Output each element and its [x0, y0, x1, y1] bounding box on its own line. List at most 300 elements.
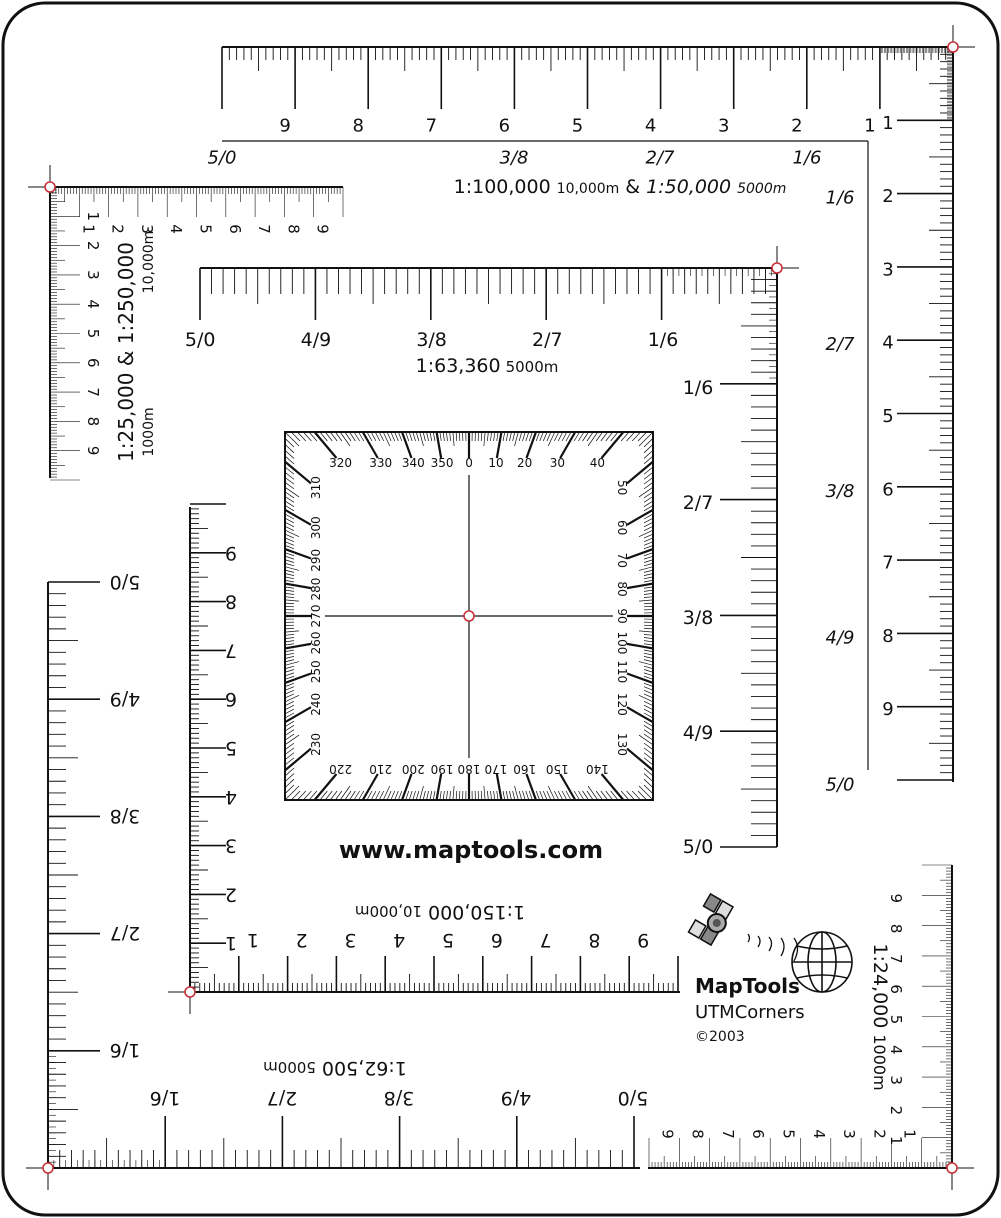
- degree-tick: [509, 791, 511, 800]
- degree-label: 130: [615, 732, 629, 756]
- km-label: 7: [425, 115, 438, 137]
- fraction-label: 5/0: [825, 774, 855, 796]
- km-label: 2: [295, 929, 308, 951]
- degree-tick: [285, 673, 294, 676]
- degree-tick: [548, 786, 555, 800]
- degree-tick: [529, 432, 532, 441]
- degree-tick: [554, 432, 558, 441]
- degree-tick: [644, 542, 653, 546]
- km-label: 4: [882, 332, 894, 354]
- degree-tick: [340, 432, 350, 446]
- degree-tick: [526, 791, 529, 800]
- degree-tick: [487, 791, 488, 800]
- degree-tick: [285, 587, 294, 588]
- degree-tick: [536, 791, 539, 800]
- km-label: 7: [887, 954, 905, 964]
- fraction-label: 4/9: [500, 1087, 532, 1109]
- degree-tick: [644, 534, 653, 538]
- degree-tick: [644, 580, 653, 582]
- km-label: 1: [84, 211, 102, 222]
- degree-tick: [285, 656, 294, 658]
- km-label: 2: [870, 1129, 889, 1139]
- degree-label: 160: [513, 762, 537, 776]
- degree-tick: [433, 432, 435, 441]
- km-label: 2: [108, 224, 127, 234]
- km-label: 1: [887, 1135, 905, 1146]
- degree-tick: [406, 791, 409, 800]
- degree-tick: [285, 650, 294, 652]
- km-label: 9: [84, 445, 102, 456]
- degree-tick: [515, 786, 519, 800]
- fraction-label: 2/7: [109, 922, 141, 944]
- km-label: 3: [840, 1129, 859, 1139]
- degree-label: 120: [615, 692, 629, 716]
- degree-tick: [639, 631, 653, 632]
- corner-marker-icon: [45, 182, 55, 192]
- km-label: 5: [571, 115, 584, 137]
- degree-tick: [285, 487, 299, 497]
- degree-tick: [519, 791, 522, 800]
- km-label: 3: [137, 224, 156, 234]
- fraction-label: 2/7: [645, 147, 675, 169]
- degree-label: 40: [589, 456, 606, 470]
- degree-tick: [644, 556, 653, 559]
- degree-tick: [450, 432, 451, 441]
- degree-tick: [363, 432, 378, 458]
- fraction-label: 1/6: [647, 329, 679, 351]
- degree-tick: [547, 791, 551, 800]
- degree-tick: [644, 560, 653, 563]
- degree-tick: [285, 577, 294, 579]
- km-label: 4: [809, 1129, 828, 1139]
- km-label: 3: [344, 929, 357, 951]
- degree-tick: [285, 545, 294, 548]
- ruler-24k-title: 1:24,0001000m: [869, 943, 891, 1091]
- km-label: 9: [887, 893, 905, 904]
- degree-tick: [379, 791, 383, 800]
- degree-tick: [285, 563, 294, 566]
- km-label: 1: [224, 932, 238, 955]
- degree-label: 280: [309, 577, 323, 601]
- km-label: 1: [246, 929, 259, 951]
- degree-tick: [440, 791, 441, 800]
- km-label: 5: [224, 737, 238, 759]
- degree-tick: [285, 538, 294, 542]
- degree-label: 250: [309, 660, 323, 684]
- degree-label: 340: [401, 456, 425, 470]
- degree-tick: [506, 791, 508, 800]
- degree-tick: [285, 556, 294, 559]
- degree-tick: [644, 687, 653, 691]
- degree-tick: [285, 695, 299, 702]
- ruler-25k-title: 1:25,000 & 1:250,000: [114, 242, 138, 462]
- fraction-label: 3/8: [825, 480, 855, 502]
- degree-tick: [639, 530, 653, 537]
- corner-marker-icon: [464, 611, 474, 621]
- degree-tick: [423, 791, 425, 800]
- degree-tick: [560, 432, 575, 458]
- degree-tick: [285, 628, 294, 629]
- degree-tick: [515, 432, 519, 446]
- degree-tick: [285, 593, 294, 594]
- degree-tick: [547, 432, 551, 441]
- degree-tick: [395, 791, 399, 800]
- fraction-label: 2/7: [532, 329, 563, 351]
- degree-tick: [639, 600, 653, 601]
- fraction-label: 3/8: [682, 607, 714, 629]
- degree-tick: [443, 791, 444, 800]
- degree-label: 220: [329, 762, 353, 776]
- fraction-label: 4/9: [682, 722, 714, 744]
- km-label: 8: [887, 923, 905, 934]
- km-label: 6: [498, 115, 511, 137]
- km-label: 7: [718, 1129, 737, 1139]
- degree-tick: [379, 432, 383, 441]
- km-label: 5: [196, 224, 215, 234]
- degree-label: 110: [615, 660, 629, 684]
- degree-tick: [430, 791, 432, 800]
- km-label: 6: [887, 984, 905, 994]
- fraction-label: 1/6: [682, 377, 714, 399]
- degree-tick: [427, 791, 429, 800]
- km-label: 2: [882, 186, 894, 208]
- km-label: 1: [882, 112, 894, 134]
- ruler-100k-title: 1:100,000 10,000m & 1:50,000 5000m: [453, 176, 787, 198]
- degree-tick: [562, 791, 567, 800]
- degree-tick: [644, 644, 653, 645]
- fraction-label: 5/0: [184, 329, 216, 351]
- degree-tick: [285, 644, 294, 645]
- website-link[interactable]: www.maptools.com: [338, 836, 604, 864]
- degree-tick: [387, 432, 391, 441]
- degree-tick: [285, 590, 294, 591]
- degree-tick: [588, 432, 598, 446]
- degree-tick: [644, 637, 653, 638]
- degree-tick: [285, 534, 294, 538]
- km-label: 4: [887, 1045, 905, 1055]
- degree-label: 230: [309, 732, 323, 756]
- degree-tick: [644, 603, 653, 604]
- degree-tick: [443, 432, 444, 441]
- degree-tick: [543, 791, 547, 800]
- km-label: 7: [255, 224, 274, 234]
- degree-tick: [285, 683, 294, 686]
- degree-label: 10: [488, 456, 504, 470]
- fraction-label: 2/7: [825, 334, 855, 356]
- degree-tick: [644, 666, 653, 669]
- km-label: 6: [224, 688, 238, 711]
- degree-tick: [644, 545, 653, 548]
- degree-tick: [526, 432, 529, 441]
- degree-tick: [285, 570, 294, 572]
- corner-marker-icon: [43, 1163, 53, 1173]
- degree-tick: [644, 593, 653, 594]
- degree-tick: [409, 791, 412, 800]
- degree-tick: [540, 791, 544, 800]
- degree-tick: [548, 432, 555, 446]
- degree-tick: [644, 694, 653, 698]
- degree-tick: [644, 553, 653, 556]
- degree-tick: [285, 707, 311, 722]
- degree-tick: [363, 774, 378, 800]
- degree-tick: [644, 597, 653, 598]
- km-label: 3: [84, 270, 102, 280]
- degree-tick: [285, 542, 294, 546]
- degree-label: 50: [615, 479, 629, 496]
- degree-tick: [285, 597, 294, 598]
- degree-tick: [416, 791, 419, 800]
- km-label: 6: [84, 358, 102, 368]
- degree-tick: [644, 650, 653, 652]
- degree-tick: [523, 432, 526, 441]
- degree-label: 290: [309, 548, 323, 572]
- degree-label: 260: [309, 631, 323, 655]
- degree-tick: [560, 774, 575, 800]
- degree-tick: [639, 695, 653, 702]
- degree-tick: [456, 432, 457, 441]
- degree-tick: [433, 791, 435, 800]
- degree-tick: [446, 791, 447, 800]
- degree-tick: [285, 553, 294, 556]
- km-label: 4: [167, 224, 186, 234]
- ruler-63360-title: 1:63,360 5000m: [415, 355, 559, 377]
- degree-tick: [446, 432, 447, 441]
- degree-tick: [416, 432, 419, 441]
- degree-tick: [383, 432, 390, 446]
- degree-tick: [506, 432, 508, 441]
- degree-tick: [554, 791, 558, 800]
- degree-tick: [413, 791, 416, 800]
- km-label: 9: [313, 224, 332, 234]
- corner-marker-icon: [947, 1163, 957, 1173]
- degree-tick: [644, 653, 653, 655]
- degree-tick: [285, 641, 294, 642]
- degree-tick: [639, 786, 653, 800]
- km-label: 1: [79, 224, 98, 234]
- km-label: 3: [887, 1075, 905, 1085]
- degree-tick: [644, 526, 653, 530]
- fraction-label: 5/0: [207, 147, 237, 169]
- degree-tick: [285, 666, 294, 669]
- fraction-label: 5/0: [617, 1087, 649, 1109]
- degree-label: 320: [329, 456, 353, 470]
- ruler-25k-unit-10000m: 10,000m: [141, 230, 157, 294]
- degree-tick: [285, 574, 294, 576]
- degree-tick: [440, 432, 441, 441]
- fraction-label: 3/8: [109, 805, 141, 827]
- degree-tick: [285, 690, 294, 694]
- degree-tick: [558, 432, 563, 441]
- degree-tick: [588, 786, 598, 800]
- degree-tick: [562, 432, 567, 441]
- degree-tick: [285, 530, 299, 537]
- degree-tick: [285, 705, 294, 710]
- ruler-25k-unit-1000m: 1000m: [141, 407, 157, 457]
- degree-tick: [285, 432, 299, 446]
- km-label: 3: [882, 259, 894, 281]
- degree-tick: [644, 683, 653, 686]
- degree-tick: [513, 791, 515, 800]
- degree-tick: [509, 432, 511, 441]
- degree-tick: [285, 687, 294, 691]
- degree-tick: [375, 791, 380, 800]
- degree-label: 310: [309, 476, 323, 500]
- degree-tick: [391, 432, 395, 441]
- degree-label: 20: [517, 456, 533, 470]
- km-label: 2: [84, 240, 102, 251]
- degree-tick: [644, 518, 653, 523]
- degree-tick: [453, 786, 454, 800]
- corner-marker-icon: [185, 987, 195, 997]
- degree-tick: [387, 791, 391, 800]
- degree-tick: [285, 634, 294, 635]
- km-label: 4: [224, 785, 238, 808]
- degree-tick: [423, 432, 425, 441]
- degree-tick: [644, 656, 653, 658]
- degree-tick: [420, 432, 424, 446]
- degree-label: 170: [484, 762, 508, 776]
- degree-tick: [644, 587, 653, 588]
- km-label: 5: [779, 1129, 798, 1139]
- degree-tick: [285, 694, 294, 698]
- degree-label: 90: [615, 608, 629, 624]
- fraction-label: 1/6: [109, 1039, 141, 1061]
- degree-label: 100: [615, 631, 629, 655]
- km-label: 9: [224, 541, 238, 564]
- fraction-label: 1/6: [792, 147, 822, 169]
- degree-tick: [285, 637, 294, 638]
- fraction-label: 3/8: [499, 147, 529, 169]
- degree-tick: [627, 510, 653, 525]
- degree-tick: [484, 786, 485, 800]
- km-label: 8: [84, 416, 102, 427]
- degree-tick: [413, 432, 416, 441]
- degree-tick: [644, 522, 653, 527]
- degree-tick: [644, 709, 653, 714]
- degree-tick: [430, 432, 432, 441]
- degree-label: 330: [369, 456, 393, 470]
- ruler-150k-title: 1:150,00010,000m: [354, 901, 526, 923]
- km-label: 9: [279, 115, 291, 137]
- degree-tick: [644, 590, 653, 591]
- degree-tick: [285, 580, 294, 582]
- km-label: 9: [637, 929, 650, 951]
- degree-tick: [639, 487, 653, 497]
- km-label: 8: [224, 590, 238, 613]
- km-label: 8: [882, 625, 894, 647]
- degree-tick: [644, 670, 653, 673]
- degree-tick: [285, 631, 299, 632]
- degree-tick: [285, 709, 294, 714]
- degree-tick: [644, 628, 653, 629]
- degree-tick: [391, 791, 395, 800]
- degree-tick: [519, 432, 522, 441]
- degree-label: 200: [401, 762, 425, 776]
- fraction-label: 4/9: [300, 329, 332, 351]
- degree-label: 190: [430, 762, 454, 776]
- degree-tick: [536, 432, 539, 441]
- degree-tick: [285, 510, 311, 525]
- degree-tick: [371, 432, 376, 441]
- degree-tick: [639, 662, 653, 666]
- degree-tick: [285, 670, 294, 673]
- degree-tick: [513, 432, 515, 441]
- degree-tick: [375, 432, 380, 441]
- km-label: 2: [887, 1105, 905, 1116]
- degree-label: 70: [615, 552, 629, 568]
- corner-marker-icon: [948, 42, 958, 52]
- degree-tick: [285, 522, 294, 527]
- degree-label: 350: [430, 456, 454, 470]
- degree-tick: [484, 432, 485, 446]
- fraction-label: 2/7: [682, 492, 714, 514]
- degree-tick: [540, 432, 544, 441]
- km-label: 8: [588, 929, 601, 951]
- km-label: 2: [224, 883, 238, 906]
- km-label: 5: [441, 929, 455, 951]
- degree-tick: [639, 432, 653, 446]
- degree-tick: [285, 786, 299, 800]
- degree-tick: [371, 791, 376, 800]
- fraction-label: 5/0: [109, 571, 141, 593]
- degree-tick: [644, 641, 653, 642]
- degree-tick: [285, 735, 299, 745]
- km-label: 4: [84, 299, 102, 309]
- degree-label: 270: [309, 604, 323, 628]
- degree-tick: [644, 660, 653, 662]
- degree-tick: [481, 791, 482, 800]
- degree-tick: [497, 432, 498, 441]
- degree-tick: [285, 560, 294, 563]
- degree-tick: [456, 791, 457, 800]
- km-label: 8: [352, 115, 364, 137]
- degree-tick: [639, 735, 653, 745]
- km-label: 5: [887, 1014, 905, 1025]
- degree-label: 0: [465, 456, 473, 470]
- degree-tick: [494, 432, 495, 441]
- degree-tick: [285, 701, 294, 705]
- km-label: 9: [658, 1129, 677, 1139]
- ruler-62500-title: 1:62,5005000m: [263, 1057, 407, 1079]
- degree-tick: [644, 673, 653, 676]
- km-label: 6: [225, 224, 244, 234]
- degree-tick: [490, 432, 491, 441]
- degree-tick: [383, 786, 390, 800]
- degree-label: 240: [309, 692, 323, 716]
- km-label: 5: [84, 328, 102, 339]
- km-label: 4: [644, 115, 657, 137]
- degree-tick: [395, 432, 399, 441]
- fraction-label: 1/6: [825, 187, 855, 209]
- degree-tick: [497, 791, 498, 800]
- fraction-label: 4/9: [109, 688, 141, 710]
- degree-label: 150: [545, 762, 569, 776]
- km-label: 1: [864, 115, 876, 137]
- copyright: ©2003: [695, 1029, 745, 1045]
- degree-label: 180: [457, 762, 481, 776]
- km-label: 8: [688, 1129, 707, 1139]
- degree-tick: [503, 791, 505, 800]
- product-name: UTMCorners: [695, 1002, 805, 1023]
- degree-tick: [285, 662, 299, 666]
- degree-tick: [639, 567, 653, 571]
- degree-tick: [427, 432, 429, 441]
- degree-label: 80: [615, 581, 629, 597]
- degree-label: 300: [309, 516, 323, 540]
- degree-tick: [543, 432, 547, 441]
- fraction-label: 4/9: [825, 627, 855, 649]
- km-label: 6: [490, 929, 503, 951]
